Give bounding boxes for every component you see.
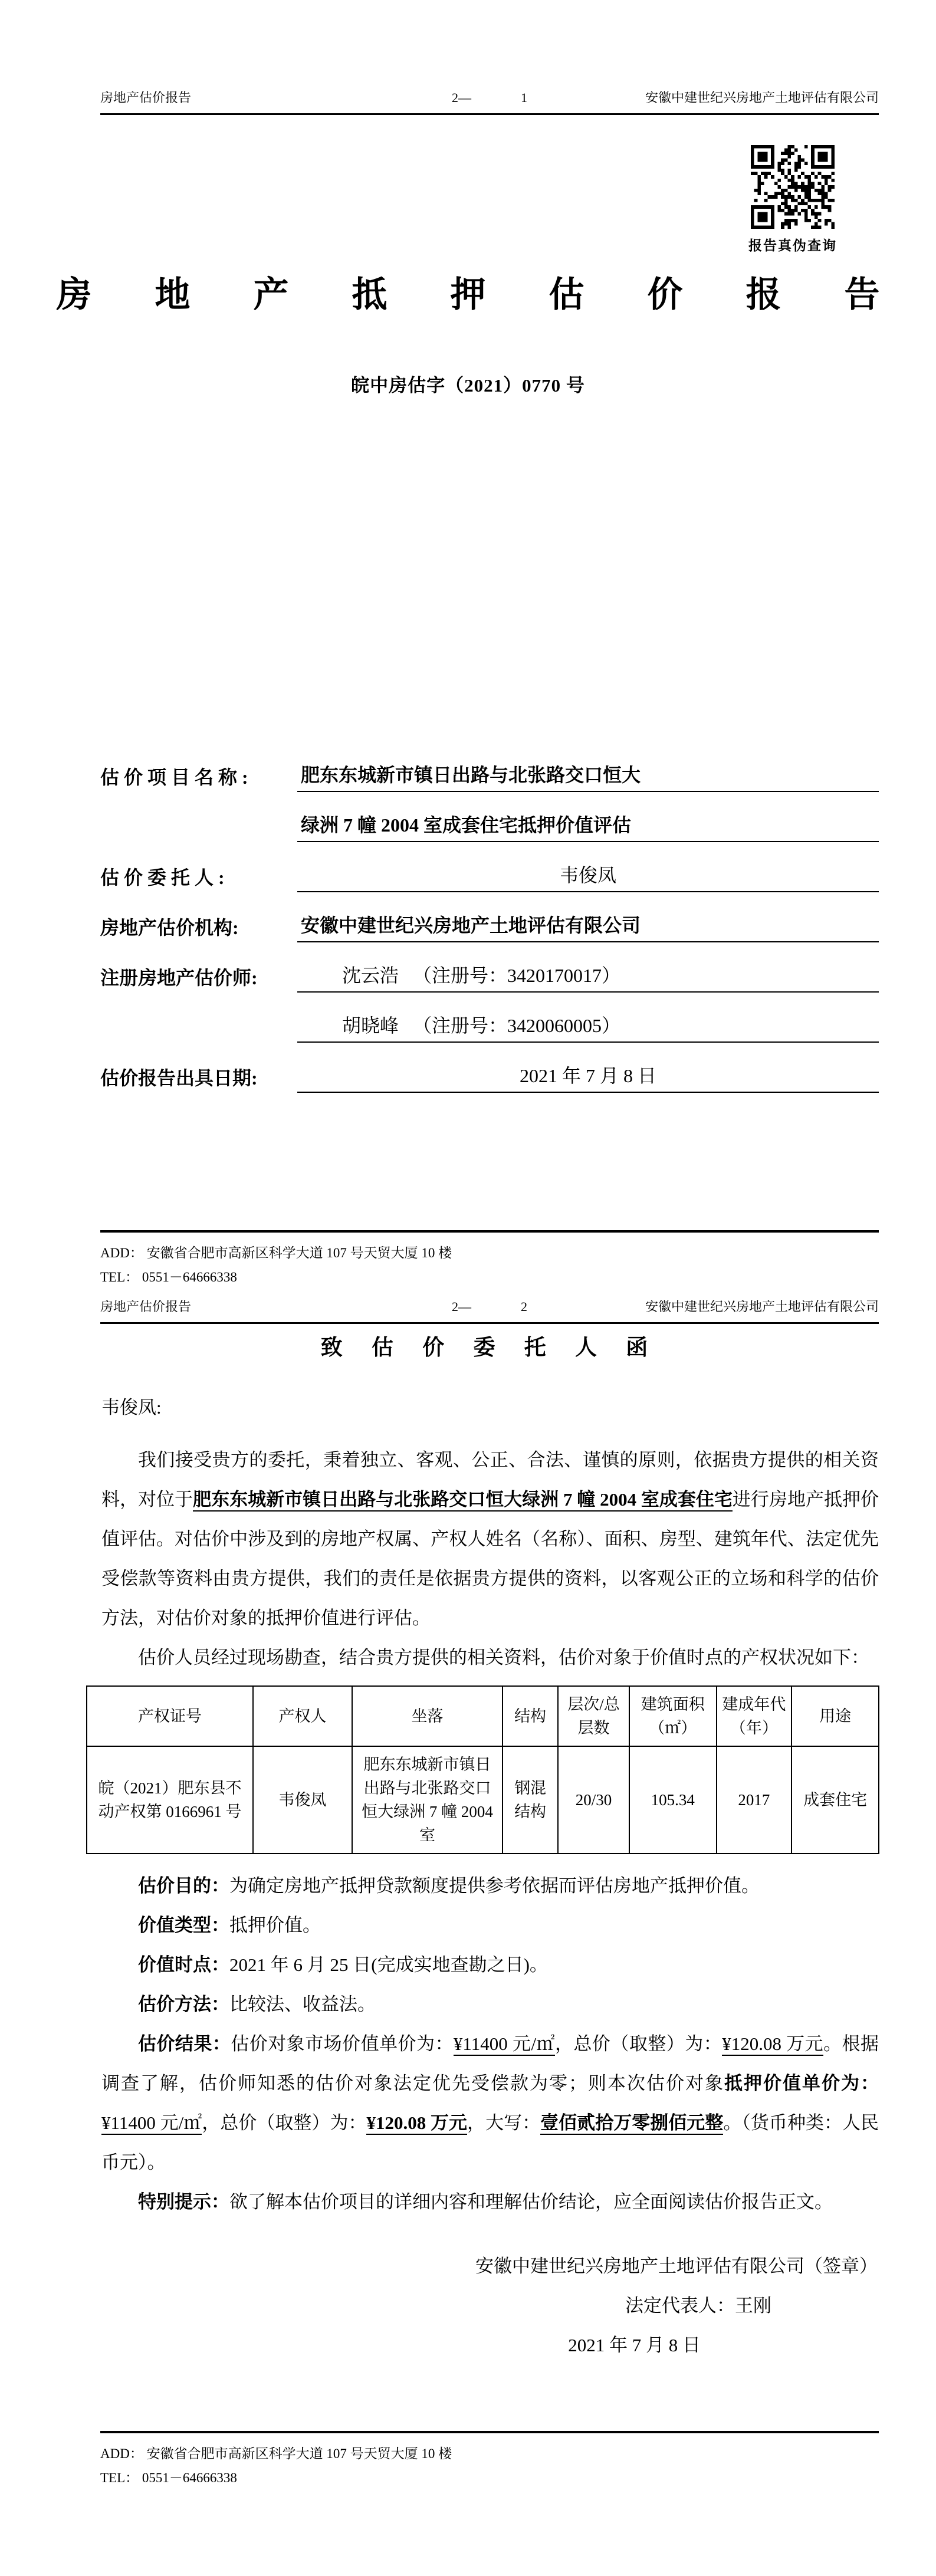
page2-header-doc-type: 房地产估价报告 — [100, 1299, 192, 1314]
field-spacer — [100, 840, 297, 842]
field-appraiser2-value: 胡晓峰 （注册号：3420060005） — [297, 1011, 879, 1043]
letter-to-client — [98, 1333, 879, 2365]
col-area: 建筑面积（㎡） — [629, 1686, 717, 1746]
signature-company: 安徽中建世纪兴房地产土地评估有限公司（签章） — [475, 2256, 878, 2276]
footer-telephone: TEL： 0551－64666338 — [100, 1270, 237, 1284]
field-agency-label: 房地产估价机构: — [100, 917, 239, 938]
field-appraiser1-value: 沈云浩 （注册号：3420170017） — [297, 961, 879, 993]
letter-title: 致 估 价 委 托 人 函 — [320, 1336, 660, 1360]
footer-address: ADD： 安徽省合肥市高新区科学大道 107 号天贸大厦 10 楼 — [100, 1246, 452, 1260]
item-purpose: 估价目的：为确定房地产抵押贷款额度提供参考依据而评估房地产抵押价值。 — [138, 1875, 760, 1896]
signature-legal-rep: 法定代表人：王刚 — [625, 2295, 771, 2316]
col-structure: 结构 — [503, 1686, 558, 1746]
page2-header-company: 安徽中建世纪兴房地产土地评估有限公司 — [645, 1299, 879, 1314]
footer-telephone: TEL： 0551－64666338 — [100, 2470, 237, 2485]
col-location: 坐落 — [352, 1686, 503, 1746]
cell-owner: 韦俊凤 — [253, 1746, 352, 1854]
page1-header-page-group: 2— — [452, 90, 471, 105]
report-number: 皖中房估字（2021）0770 号 — [351, 375, 585, 396]
table-row — [87, 1746, 879, 1854]
signature-date: 2021 年 7 月 8 日 — [568, 2335, 701, 2355]
letter-paragraph-2: 估价人员经过现场勘查，结合贵方提供的相关资料，估价对象于价值时点的产权状况如下： — [138, 1647, 869, 1668]
field-agency — [100, 892, 879, 942]
item-result: 估价结果：估价对象市场价值单价为：¥11400 元/㎡，总价（取整）为：¥120.08 万元。根据调查了解，估价师知悉的估价对象法定优先受偿款为零；则本次估价对象抵押价值单价为：¥11400 元/㎡，总价（取整）为：¥120.08 万元，大写：壹佰贰拾万零捌佰元整。（货币种类：人民币元）。 — [101, 2033, 879, 2173]
field-project-name-value-line2: 绿洲 7 幢 2004 室成套住宅抵押价值评估 — [297, 810, 879, 842]
page1-header-doc-type: 房地产估价报告 — [100, 90, 192, 105]
field-project-name-value-line1: 肥东东城新市镇日出路与北张路交口恒大 — [297, 760, 879, 792]
field-agency-value: 安徽中建世纪兴房地产土地评估有限公司 — [297, 911, 879, 942]
field-issue-date-label: 估价报告出具日期: — [100, 1067, 258, 1089]
valuation-items — [101, 1866, 879, 2222]
page1-header — [100, 86, 879, 115]
cell-cert-no: 皖（2021）肥东县不动产权第 0166961 号 — [87, 1746, 253, 1854]
field-project-name-line2 — [100, 792, 879, 842]
page2-footer — [100, 2431, 879, 2490]
page2-header — [100, 1295, 879, 1324]
col-use: 用途 — [792, 1686, 879, 1746]
field-client-label: 估 价 委 托 人 : — [100, 867, 225, 888]
footer-address: ADD： 安徽省合肥市高新区科学大道 107 号天贸大厦 10 楼 — [100, 2446, 452, 2461]
field-appraiser1 — [100, 942, 879, 993]
cell-floors: 20/30 — [558, 1746, 629, 1854]
page1-header-pagination — [452, 86, 527, 110]
cell-area: 105.34 — [629, 1746, 717, 1854]
col-owner: 产权人 — [253, 1686, 352, 1746]
page1-header-page-no: 1 — [521, 90, 527, 105]
field-spacer — [100, 1040, 297, 1043]
letter-salutation: 韦俊凤: — [101, 1397, 162, 1418]
letter-paragraph-1: 我们接受贵方的委托，秉着独立、客观、公正、合法、谨慎的原则，依据贵方提供的相关资料，对位于肥东东城新市镇日出路与北张路交口恒大绿洲 7 幢 2004 室成套住宅进行房地产抵押价值评估。对估价中涉及到的房地产权属、产权人姓名（名称）、面积、房型、建筑年代、法定优先受偿款等资料由贵方提供，我们的责任是依据贵方提供的资料，以客观公正的立场和科学的估价方法，对估价对象的抵押价值进行评估。 — [101, 1450, 879, 1628]
item-special-notice: 特别提示：欲了解本估价项目的详细内容和理解估价结论，应全面阅读估价报告正文。 — [138, 2191, 833, 2212]
table-header-row — [87, 1686, 879, 1746]
field-issue-date — [100, 1043, 879, 1093]
qr-code — [751, 145, 835, 229]
field-appraiser-label: 注册房地产估价师: — [100, 967, 258, 988]
item-method: 估价方法：比较法、收益法。 — [138, 1994, 376, 2015]
col-cert-no: 产权证号 — [87, 1686, 253, 1746]
col-build-year: 建成年代（年） — [717, 1686, 792, 1746]
cell-location: 肥东东城新市镇日出路与北张路交口恒大绿洲 7 幢 2004 室 — [352, 1746, 503, 1854]
signature-block — [101, 2246, 879, 2365]
field-project-name — [100, 742, 879, 792]
item-value-type: 价值类型：抵押价值。 — [138, 1915, 321, 1936]
report-title: 房 地 产 抵 押 估 价 报 告 — [56, 275, 907, 314]
property-rights-table — [86, 1685, 879, 1854]
field-client-value: 韦俊凤 — [297, 860, 879, 892]
cell-build-year: 2017 — [717, 1746, 792, 1854]
qr-caption: 报告真伪查询 — [748, 238, 837, 253]
page1-footer — [100, 1230, 879, 1289]
cover-fields — [100, 742, 879, 1093]
page2-header-page-no: 2 — [521, 1299, 527, 1314]
col-floors: 层次/总层数 — [558, 1686, 629, 1746]
cell-structure: 钢混结构 — [503, 1746, 558, 1854]
field-client — [100, 842, 879, 892]
field-project-name-label: 估 价 项 目 名 称 : — [100, 767, 248, 788]
page2-header-page-group: 2— — [452, 1299, 471, 1314]
item-value-date: 价值时点：2021 年 6 月 25 日(完成实地查勘之日)。 — [138, 1954, 548, 1975]
field-appraiser2 — [100, 993, 879, 1043]
field-issue-date-value: 2021 年 7 月 8 日 — [297, 1061, 879, 1093]
page1-header-company: 安徽中建世纪兴房地产土地评估有限公司 — [645, 90, 879, 105]
qr-block — [748, 145, 838, 254]
page2-header-pagination — [452, 1295, 527, 1319]
cell-use: 成套住宅 — [792, 1746, 879, 1854]
